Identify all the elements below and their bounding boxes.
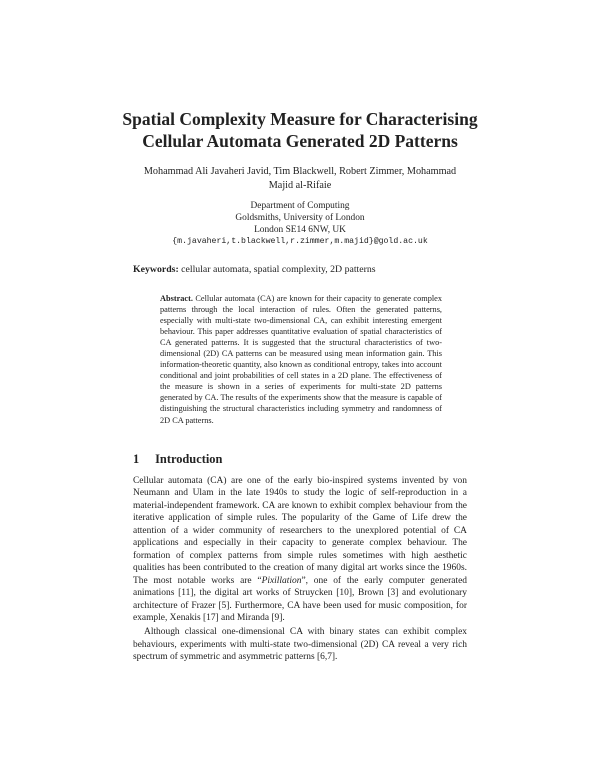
paragraph-2: Although classical one-dimensional CA with binary states can exhibit complex behaviours, experiments with multi-state two-dimensional (2D) CA reveal a very rich spectrum of symmetric and asymmetric patterns [6,7]. [133, 627, 467, 663]
affiliation-institution: Goldsmiths, University of London [235, 213, 365, 223]
abstract-label: Abstract. [160, 294, 193, 303]
keywords-text: cellular automata, spatial complexity, 2D patterns [181, 264, 376, 275]
paragraph-1-part-b: ”, one of the early computer generated animations [11], the digital art works of Struycken [10], Brown [3] and evolutionary architecture of Frazer [5]. Furthermore, CA have been used for music composition, for example, Xenakis [17] and Miranda [9]. [133, 575, 467, 623]
paragraph-1 [133, 475, 467, 624]
section-number: 1 [133, 452, 140, 466]
abstract-block [160, 293, 442, 426]
title-line-1: Spatial Complexity Measure for Characterising [122, 109, 478, 129]
authors-line-2: Majid al-Rifaie [268, 179, 332, 191]
affiliation-block [130, 200, 470, 248]
section-heading [133, 452, 222, 467]
authors-line-1: Mohammad Ali Javaheri Javid, Tim Blackwell, Robert Zimmer, Mohammad [143, 166, 457, 177]
title-line-2: Cellular Automata Generated 2D Patterns [142, 131, 458, 151]
introduction-body [133, 475, 467, 664]
paragraph-1-part-a: Cellular automata (CA) are one of the early bio-inspired systems invented by von Neumann and Ulam in the late 1940s to study the logic of self-reproduction in a material-independent framework. CA are known to exhibit complex behaviour from the iterative application of simple rules. The popularity of the Game of Life drew the attention of a wider community of researchers to the unexplored potential of CA applications and especially in their capacity to generate complex behaviour. The formation of complex patterns from simple rules sometimes with high aesthetic qualities has been contributed to the creation of many digital art works since the 1960s. The most notable works are “ [133, 476, 467, 586]
section-title: Introduction [155, 452, 223, 466]
author-list [130, 165, 470, 192]
keywords-line [133, 263, 467, 276]
abstract-text: Cellular automata (CA) are known for their capacity to generate complex patterns through the local interaction of rules. Often the generated patterns, especially with multi-state two-dimensional CA, can exhibit interesting emergent behaviour. This paper addresses quantitative evaluation of spatial characteristics of CA generated patterns. It is suggested that the structural characteristics of two-dimensional (2D) CA patterns can be measured using mean information gain. This information-theoretic quantity, also known as conditional entropy, takes into account conditional and joint probabilities of cell states in a 2D plane. The effectiveness of the measure is shown in a series of experiments for multi-state 2D patterns generated by CA. The results of the experiments show that the measure is capable of distinguishing the structural characteristics including symmetry and randomness of 2D CA patterns. [160, 294, 443, 425]
paper-title [0, 108, 600, 152]
pixillation-title: Pixillation [261, 575, 302, 586]
affiliation-dept: Department of Computing [250, 201, 350, 211]
affiliation-emails: {m.javaheri,t.blackwell,r.zimmer,m.majid}@gold.ac.uk [172, 237, 428, 246]
keywords-label: Keywords: [133, 264, 179, 275]
affiliation-address: London SE14 6NW, UK [254, 225, 346, 235]
